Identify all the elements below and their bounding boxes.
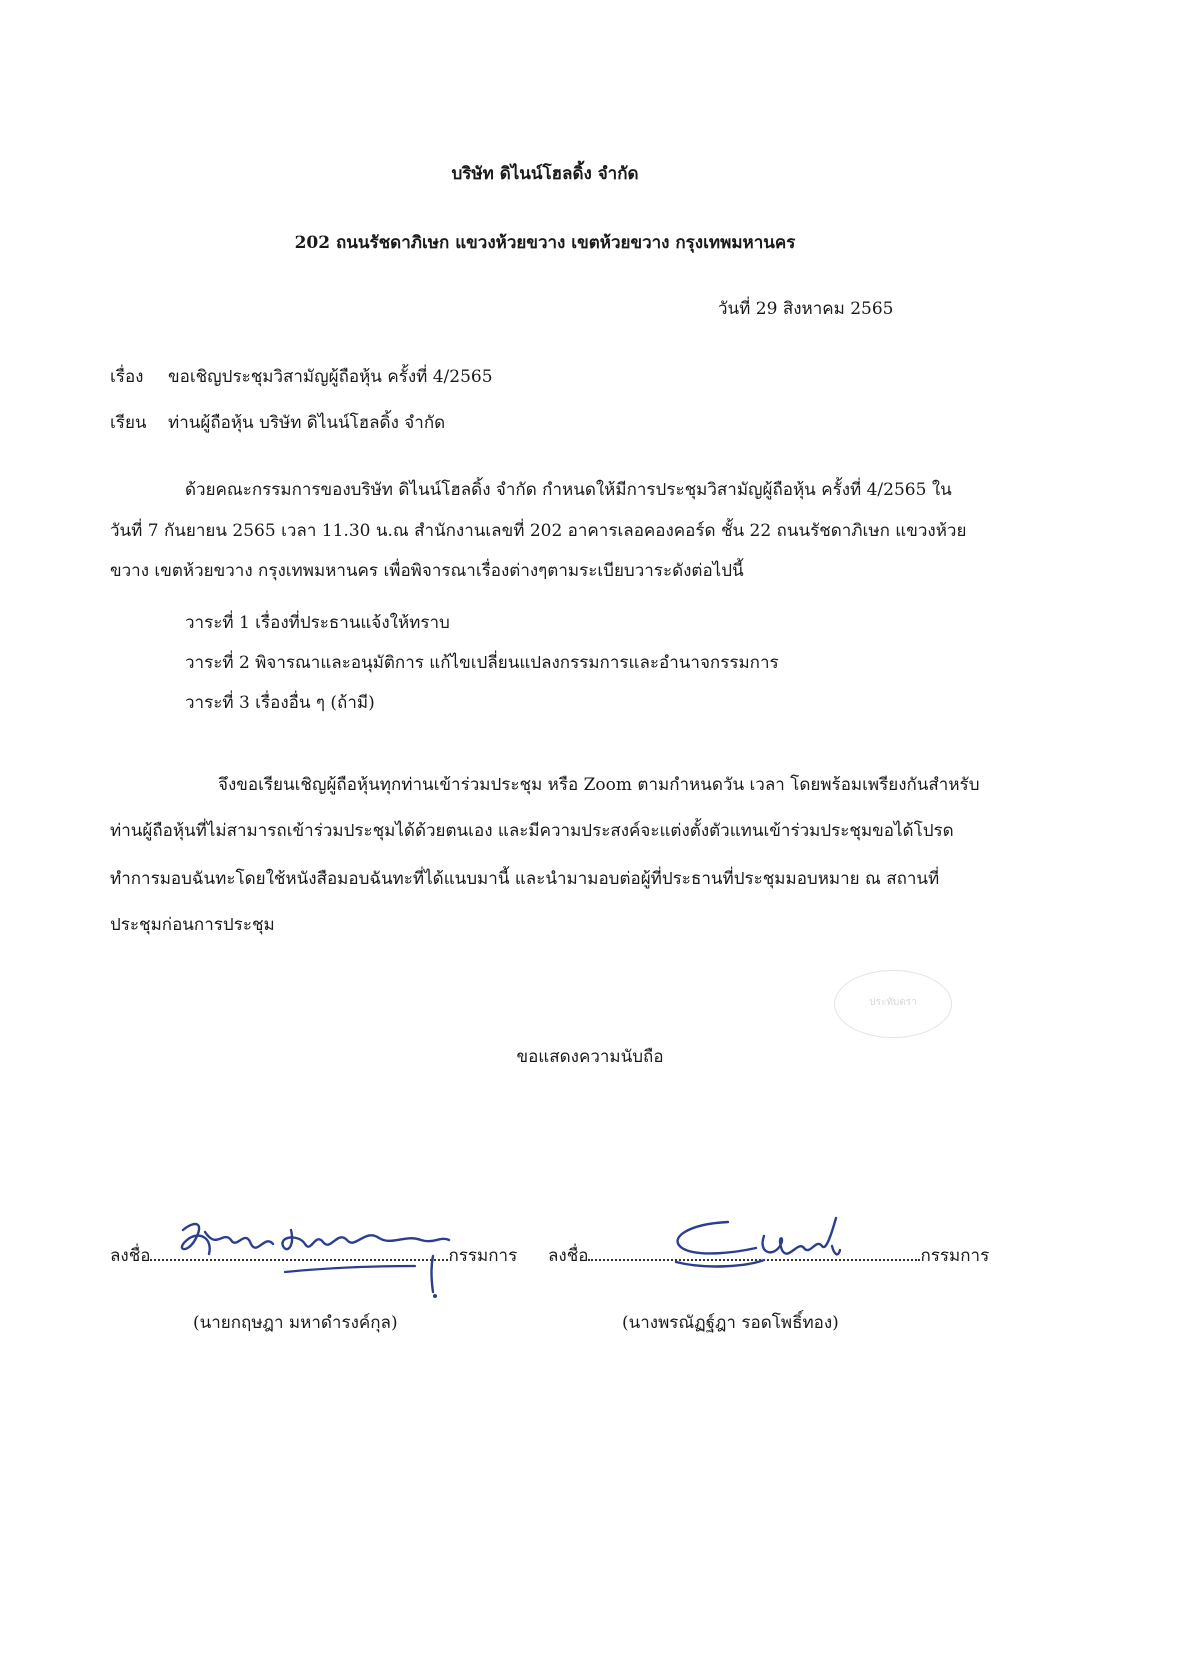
subject-text: ขอเชิญประชุมวิสามัญผู้ถือหุ้น ครั้งที่ 4/2565 (168, 367, 493, 387)
letter-date: วันที่ 29 สิงหาคม 2565 (718, 299, 894, 319)
right-signatory-name: (นางพรณัฏฐ์ฎา รอดโพธิ์ทอง) (622, 1313, 839, 1333)
stamp-label: ประทับตรา (869, 997, 917, 1008)
left-handwritten-signature (165, 1210, 465, 1300)
left-sign-label: ลงชื่อ (110, 1246, 151, 1266)
company-address: 202 ถนนรัชดาภิเษก แขวงห้วยขวาง เขตห้วยขวาง กรุงเทพมหานคร (294, 233, 796, 253)
para2-line-3: ทำการมอบฉันทะโดยใช้หนังสือมอบฉันทะที่ได้แนบมานี้ และนำมามอบต่อผู้ที่ประธานที่ประชุมมอบหมาย ณ สถานที่ (110, 869, 940, 889)
para2-line-2: ท่านผู้ถือหุ้นที่ไม่สามารถเข้าร่วมประชุมได้ด้วยตนเอง และมีความประสงค์จะแต่งตั้งตัวแทนเข้าร่วมประชุมขอได้โปรด (110, 821, 954, 841)
right-sign-label: ลงชื่อ (548, 1246, 589, 1266)
company-name: บริษัท ดิไนน์โฮลดิ้ง จำกัด (451, 164, 639, 184)
right-role-label: กรรมการ (920, 1246, 990, 1266)
para1-line-1: ด้วยคณะกรรมการของบริษัท ดิไนน์โฮลดิ้ง จำกัด กำหนดให้มีการประชุมวิสามัญผู้ถือหุ้น ครั้งที่ 4/2565 ใน (185, 480, 952, 500)
agenda-item-1: วาระที่ 1 เรื่องที่ประธานแจ้งให้ทราบ (185, 613, 450, 633)
para1-line-3: ขวาง เขตห้วยขวาง กรุงเทพมหานคร เพื่อพิจารณาเรื่องต่างๆตามระเบียบวาระดังต่อไปนี้ (110, 561, 744, 581)
para2-line-4: ประชุมก่อนการประชุม (110, 915, 275, 935)
subject-label: เรื่อง (110, 367, 144, 387)
right-handwritten-signature (668, 1212, 848, 1282)
left-signatory-name: (นายกฤษฎา มหาดำรงค์กุล) (193, 1313, 398, 1333)
closing-text: ขอแสดงความนับถือ (516, 1047, 664, 1067)
recipient-label: เรียน (110, 413, 147, 433)
agenda-item-2: วาระที่ 2 พิจารณาและอนุมัติการ แก้ไขเปลี่ยนแปลงกรรมการและอำนาจกรรมการ (185, 653, 779, 673)
agenda-item-3: วาระที่ 3 เรื่องอื่น ๆ (ถ้ามี) (185, 693, 375, 713)
para2-line-1: จึงขอเรียนเชิญผู้ถือหุ้นทุกท่านเข้าร่วมประชุม หรือ Zoom ตามกำหนดวัน เวลา โดยพร้อมเพรียงกันสำหรับ (218, 775, 980, 795)
left-role-label: กรรมการ (448, 1246, 518, 1266)
recipient-text: ท่านผู้ถือหุ้น บริษัท ดิไนน์โฮลดิ้ง จำกัด (168, 413, 446, 433)
para1-line-2: วันที่ 7 กันยายน 2565 เวลา 11.30 น.ณ สำนักงานเลขที่ 202 อาคารเลอคองคอร์ด ชั้น 22 ถนนรัชดาภิเษก แขวงห้วย (110, 521, 967, 541)
company-stamp-circle (834, 970, 952, 1038)
